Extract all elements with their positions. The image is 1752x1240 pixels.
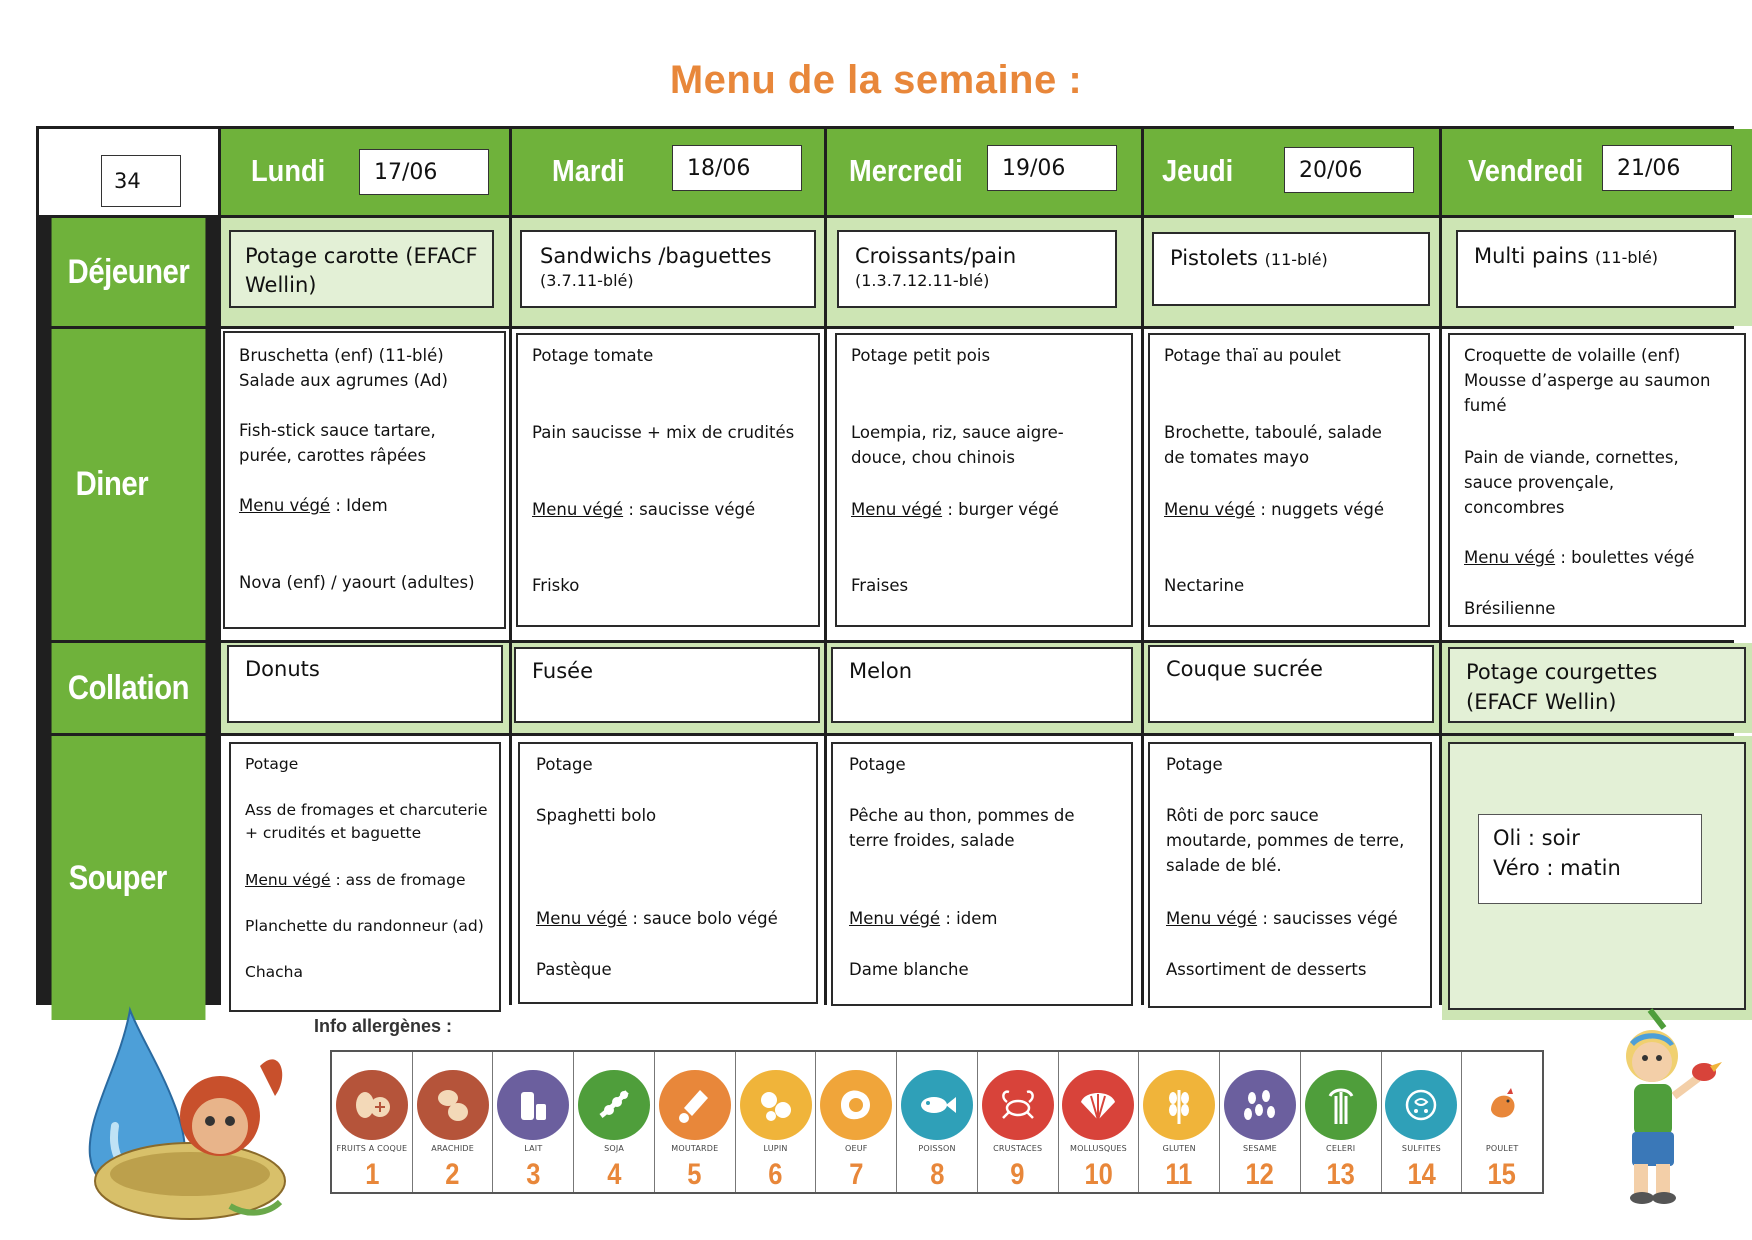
souper-vendredi <box>1442 736 1752 1020</box>
day-header-mardi <box>512 129 824 215</box>
menu-item: Potage thaï au poulet <box>1164 346 1341 365</box>
vege-label: Menu végé <box>245 871 331 889</box>
allergen-name: SULFITES <box>1401 1144 1441 1154</box>
page-title: Menu de la semaine : <box>669 58 1083 102</box>
souper-box <box>1148 742 1432 1008</box>
souper-box <box>229 742 501 1012</box>
row-label-text: Souper <box>68 858 167 897</box>
day-name: Vendredi <box>1468 153 1584 188</box>
menu-item: terre froides, salade <box>849 831 1015 850</box>
menu-item: Croquette de volaille (enf) <box>1464 346 1681 365</box>
menu-item: + crudités et baguette <box>245 824 422 842</box>
row-label-text: Diner <box>75 465 149 503</box>
dessert: Pastèque <box>536 960 612 979</box>
day-header-lundi <box>221 129 509 215</box>
allergen-4 <box>574 1052 655 1192</box>
menu-item: Planchette du randonneur (ad) <box>245 917 484 935</box>
vege-line <box>536 906 778 931</box>
menu-item: de tomates mayo <box>1164 448 1310 467</box>
row-label-collation <box>52 643 206 733</box>
menu-item: Potage petit pois <box>851 346 991 365</box>
diner-jeudi <box>1144 329 1439 640</box>
allergen-name: LUPIN <box>763 1144 788 1154</box>
collation-box: Couque sucrée <box>1148 645 1434 723</box>
menu-item: Pain de viande, cornettes, <box>1464 448 1679 467</box>
menu-item: Potage <box>1166 755 1223 774</box>
vege-text: : idem <box>940 909 998 928</box>
menu-item: Ass de fromages et charcuterie <box>245 801 488 819</box>
diner-mardi <box>512 329 824 640</box>
day-date[interactable]: 17/06 <box>359 149 489 195</box>
menu-item: Potage <box>245 755 299 773</box>
allergen-number: 2 <box>445 1158 460 1191</box>
allergen-name: MOUTARDE <box>671 1144 719 1154</box>
menu-item: Pain saucisse + mix de crudités <box>532 423 795 442</box>
vege-line <box>1464 545 1694 570</box>
vege-line <box>851 497 1059 522</box>
collation-box: Melon <box>831 647 1133 723</box>
allergen-name: ARACHIDE <box>431 1144 475 1154</box>
allergen-number: 7 <box>849 1158 864 1191</box>
mascot-drop-squirrel-image <box>80 1006 310 1226</box>
diner-box <box>1448 333 1746 627</box>
wheat-icon <box>1143 1070 1215 1140</box>
vege-text: : ass de fromage <box>330 871 466 889</box>
allergen-number: 15 <box>1487 1158 1517 1191</box>
dejeuner-text: Multi pains <box>1474 244 1595 268</box>
menu-item: Rôti de porc sauce <box>1166 806 1319 825</box>
menu-item: Potage <box>849 755 906 774</box>
souper-mercredi <box>827 736 1141 1020</box>
collation-lundi <box>221 643 509 733</box>
dessert: Frisko <box>532 576 580 595</box>
diner-box <box>223 331 506 629</box>
peanut-icon <box>417 1070 489 1140</box>
diner-box <box>516 333 820 627</box>
vege-line <box>239 493 388 518</box>
menu-item: Pêche au thon, pommes de <box>849 806 1075 825</box>
day-date[interactable]: 21/06 <box>1602 145 1732 191</box>
dessert: Nova (enf) / yaourt (adultes) <box>239 573 475 592</box>
vege-label: Menu végé <box>1164 500 1256 519</box>
menu-item: Spaghetti bolo <box>536 806 657 825</box>
allergen-codes: (11-blé) <box>1594 248 1659 267</box>
allergen-number: 14 <box>1407 1158 1436 1191</box>
allergen-number: 6 <box>768 1158 783 1191</box>
menu-item: Potage <box>536 755 593 774</box>
vege-label: Menu végé <box>536 909 628 928</box>
souper-lundi <box>221 736 509 1020</box>
dessert: Fraises <box>851 576 909 595</box>
dejeuner-text: Sandwichs /baguettes <box>540 244 772 268</box>
dejeuner-text: Pistolets <box>1170 246 1265 270</box>
allergen-codes: (11-blé) <box>1264 250 1328 269</box>
collation-box <box>1448 647 1746 723</box>
allergen-number: 13 <box>1326 1158 1355 1191</box>
menu-item: fumé <box>1464 396 1507 415</box>
vege-label: Menu végé <box>1464 548 1556 567</box>
day-header-jeudi <box>1144 129 1439 215</box>
vege-text: : boulettes végé <box>1555 548 1695 567</box>
sulfite-icon <box>1385 1070 1457 1140</box>
allergen-2 <box>413 1052 494 1192</box>
allergen-name: CRUSTACES <box>993 1144 1043 1154</box>
vege-text: : sauce bolo végé <box>627 909 778 928</box>
day-name: Mercredi <box>849 153 963 188</box>
allergen-number: 9 <box>1010 1158 1025 1191</box>
menu-item: Potage tomate <box>532 346 654 365</box>
note-line: Véro : matin <box>1493 856 1621 880</box>
collation-box: Donuts <box>227 645 503 723</box>
allergen-codes: (1.3.7.12.11-blé) <box>855 271 990 290</box>
day-name: Lundi <box>251 153 326 188</box>
menu-item: salade de blé. <box>1166 856 1282 875</box>
week-cell <box>39 129 218 215</box>
allergen-15 <box>1462 1052 1542 1192</box>
fish-icon <box>901 1070 973 1140</box>
dessert: Nectarine <box>1164 576 1245 595</box>
sesame-icon <box>1224 1070 1296 1140</box>
diner-lundi <box>221 329 509 640</box>
allergen-number: 12 <box>1245 1158 1275 1191</box>
souper-mardi <box>512 736 824 1020</box>
day-date[interactable]: 18/06 <box>672 145 802 191</box>
allergen-12 <box>1220 1052 1301 1192</box>
vege-text: : burger végé <box>942 500 1059 519</box>
vege-line <box>849 906 997 931</box>
dejeuner-text: Wellin) <box>245 273 317 297</box>
dejeuner-mardi <box>512 218 824 326</box>
allergen-name: POULET <box>1485 1144 1519 1154</box>
allergen-legend <box>330 1050 1544 1194</box>
souper-box <box>1448 742 1746 1010</box>
vege-label: Menu végé <box>1166 909 1258 928</box>
dessert: Assortiment de desserts <box>1166 960 1367 979</box>
day-header-vendredi <box>1442 129 1752 215</box>
nut-icon <box>336 1070 408 1140</box>
collation-jeudi <box>1144 643 1439 733</box>
allergen-number: 5 <box>687 1158 702 1191</box>
dejeuner-box <box>1152 232 1430 306</box>
row-label-souper <box>52 736 206 1020</box>
dessert: Dame blanche <box>849 960 969 979</box>
allergen-name: SOJA <box>604 1144 624 1154</box>
dejeuner-vendredi <box>1442 218 1752 326</box>
dessert: Brésilienne <box>1464 599 1556 618</box>
vege-line <box>1166 906 1398 931</box>
collation-text: (EFACF Wellin) <box>1466 690 1617 714</box>
allergen-1 <box>332 1052 413 1192</box>
dejeuner-jeudi <box>1144 218 1439 326</box>
row-label-dejeuner <box>52 218 206 326</box>
menu-item: Salade aux agrumes (Ad) <box>239 371 448 390</box>
allergen-name: SESAME <box>1242 1144 1277 1154</box>
menu-item: Bruschetta (enf) (11-blé) <box>239 346 444 365</box>
allergen-name: OEUF <box>844 1144 868 1154</box>
allergen-13 <box>1301 1052 1382 1192</box>
diner-mercredi <box>827 329 1141 640</box>
menu-item: Brochette, taboulé, salade <box>1164 423 1382 442</box>
dejeuner-mercredi <box>827 218 1141 326</box>
menu-item: douce, chou chinois <box>851 448 1015 467</box>
chicken-icon <box>1466 1070 1538 1140</box>
vege-text: : Idem <box>330 496 388 515</box>
vege-text: : saucisses végé <box>1257 909 1398 928</box>
allergen-8 <box>897 1052 978 1192</box>
menu-item: Loempia, riz, sauce aigre- <box>851 423 1064 442</box>
celery-icon <box>1305 1070 1377 1140</box>
allergen-9 <box>978 1052 1059 1192</box>
menu-item: sauce provençale, <box>1464 473 1615 492</box>
row-label-text: Collation <box>67 668 190 707</box>
collation-vendredi <box>1442 643 1752 733</box>
allergen-number: 1 <box>364 1158 379 1191</box>
dejeuner-text: Croissants/pain <box>855 244 1017 268</box>
dejeuner-box <box>229 230 494 308</box>
row-label-text: Déjeuner <box>67 252 190 291</box>
allergen-name: LAIT <box>524 1144 543 1154</box>
dessert: Chacha <box>245 963 303 981</box>
allergen-codes: (3.7.11-blé) <box>540 271 634 290</box>
allergen-5 <box>655 1052 736 1192</box>
allergen-number: 3 <box>526 1158 541 1191</box>
shell-icon <box>1062 1070 1134 1140</box>
collation-box: Fusée <box>514 647 820 723</box>
mustard-icon <box>659 1070 731 1140</box>
day-date[interactable]: 20/06 <box>1284 147 1414 193</box>
menu-item: concombres <box>1464 498 1565 517</box>
menu-item: moutarde, pommes de terre, <box>1166 831 1405 850</box>
milk-icon <box>497 1070 569 1140</box>
allergen-number: 8 <box>929 1158 945 1191</box>
souper-box <box>831 742 1133 1006</box>
week-number[interactable]: 34 <box>101 155 181 207</box>
menu-item: Fish-stick sauce tartare, <box>239 421 436 440</box>
allergen-14 <box>1382 1052 1463 1192</box>
row-label-diner <box>52 329 206 640</box>
souper-jeudi <box>1144 736 1439 1020</box>
dejeuner-box <box>837 230 1117 308</box>
diner-vendredi <box>1442 329 1752 640</box>
allergen-number: 4 <box>606 1158 622 1191</box>
allergen-name: CELERI <box>1326 1144 1356 1154</box>
crab-icon <box>982 1070 1054 1140</box>
collation-text: Potage courgettes <box>1466 660 1658 684</box>
menu-item: purée, carottes râpées <box>239 446 427 465</box>
vege-text: : nuggets végé <box>1255 500 1385 519</box>
allergen-name: FRUITS A COQUE <box>336 1144 408 1154</box>
allergen-11 <box>1139 1052 1220 1192</box>
vege-line <box>532 497 755 522</box>
menu-table <box>36 126 1734 1005</box>
diner-box <box>1148 333 1430 627</box>
souper-box <box>518 742 818 1004</box>
dejeuner-lundi <box>221 218 509 326</box>
collation-mardi <box>512 643 824 733</box>
collation-mercredi <box>827 643 1141 733</box>
allergen-title: Info allergènes : <box>314 1016 453 1036</box>
day-header-mercredi <box>827 129 1141 215</box>
note-line: Oli : soir <box>1493 826 1580 850</box>
menu-item: Mousse d’asperge au saumon <box>1464 371 1711 390</box>
vege-label: Menu végé <box>851 500 943 519</box>
soy-icon <box>578 1070 650 1140</box>
vege-label: Menu végé <box>849 909 941 928</box>
lupin-icon <box>740 1070 812 1140</box>
allergen-name: POISSON <box>918 1144 956 1154</box>
vege-line <box>1164 497 1384 522</box>
allergen-7 <box>816 1052 897 1192</box>
day-name: Jeudi <box>1162 153 1234 188</box>
allergen-3 <box>493 1052 574 1192</box>
allergen-10 <box>1059 1052 1140 1192</box>
vege-text: : saucisse végé <box>623 500 756 519</box>
allergen-number: 10 <box>1084 1158 1113 1191</box>
dejeuner-text: Potage carotte (EFACF <box>245 244 478 268</box>
dejeuner-box <box>1456 230 1736 308</box>
mascot-boy-parrot-image <box>1590 1006 1730 1206</box>
allergen-6 <box>736 1052 817 1192</box>
day-date[interactable]: 19/06 <box>987 145 1117 191</box>
egg-icon <box>820 1070 892 1140</box>
dejeuner-box <box>520 230 816 308</box>
staff-note <box>1478 814 1702 904</box>
allergen-name: GLUTEN <box>1162 1144 1196 1154</box>
diner-box <box>835 333 1133 627</box>
vege-label: Menu végé <box>239 496 331 515</box>
day-name: Mardi <box>552 153 625 188</box>
allergen-number: 11 <box>1165 1158 1193 1191</box>
vege-label: Menu végé <box>532 500 624 519</box>
allergen-name: MOLLUSQUES <box>1070 1144 1127 1154</box>
vege-line <box>245 868 465 893</box>
